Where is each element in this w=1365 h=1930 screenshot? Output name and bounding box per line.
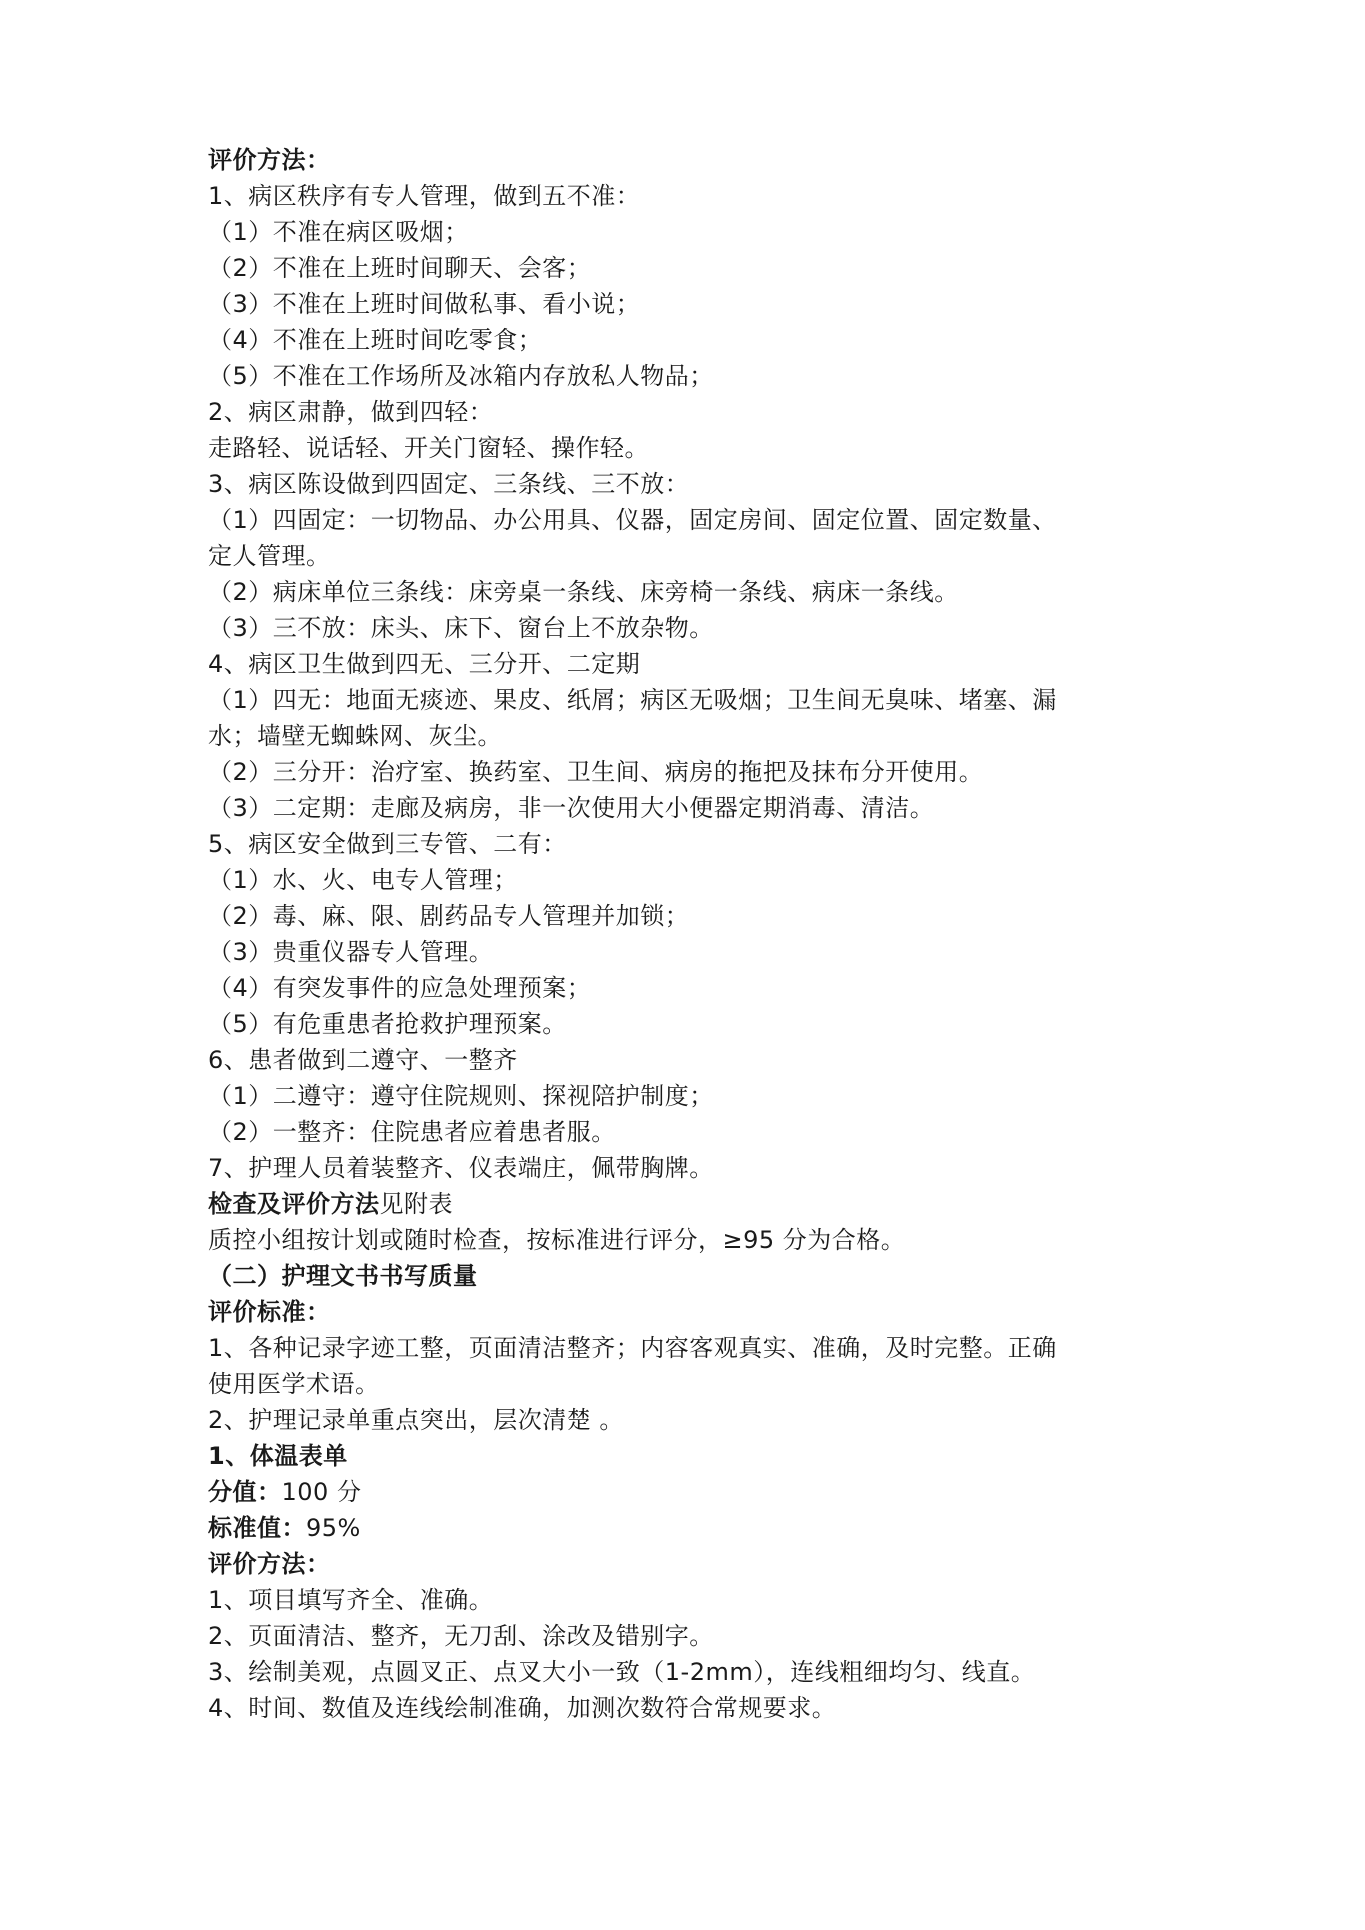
text-line	[208, 1258, 1168, 1294]
document-body	[208, 142, 1168, 1726]
line-text: 1、病区秩序有专人管理，做到五不准：	[208, 182, 641, 210]
text-line	[208, 574, 1168, 610]
text-line	[208, 538, 1168, 574]
text-line	[208, 322, 1168, 358]
bold-heading-text: 1、体温表单	[208, 1442, 348, 1470]
text-line	[208, 1294, 1168, 1330]
text-line	[208, 1474, 1168, 1510]
line-text: （5）不准在工作场所及冰箱内存放私人物品；	[208, 362, 714, 390]
line-text: （3）二定期：走廊及病房，非一次使用大小便器定期消毒、清洁。	[208, 794, 935, 822]
bold-heading-text: 评价方法：	[208, 1550, 331, 1578]
text-line	[208, 970, 1168, 1006]
text-line	[208, 394, 1168, 430]
line-text: （4）有突发事件的应急处理预案；	[208, 974, 592, 1002]
line-text: 质控小组按计划或随时检查，按标准进行评分，≥95 分为合格。	[208, 1226, 906, 1254]
bold-heading-text: 检查及评价方法	[208, 1190, 380, 1218]
text-line	[208, 466, 1168, 502]
text-line	[208, 430, 1168, 466]
bold-heading-text: 评价标准：	[208, 1298, 331, 1326]
text-line	[208, 178, 1168, 214]
text-line	[208, 682, 1168, 718]
text-line	[208, 610, 1168, 646]
text-line	[208, 1330, 1168, 1366]
text-line	[208, 718, 1168, 754]
bold-heading-text: 分值：	[208, 1478, 282, 1506]
text-line	[208, 1690, 1168, 1726]
line-text: 2、页面清洁、整齐，无刀刮、涂改及错别字。	[208, 1622, 714, 1650]
line-text: 走路轻、说话轻、开关门窗轻、操作轻。	[208, 434, 649, 462]
text-line	[208, 1402, 1168, 1438]
line-text: （4）不准在上班时间吃零食；	[208, 326, 543, 354]
text-line	[208, 646, 1168, 682]
text-line	[208, 1582, 1168, 1618]
line-text: （2）一整齐：住院患者应着患者服。	[208, 1118, 616, 1146]
bold-heading-text: 评价方法：	[208, 146, 331, 174]
text-line	[208, 1222, 1168, 1258]
text-line	[208, 826, 1168, 862]
text-line	[208, 754, 1168, 790]
line-text: （1）水、火、电专人管理；	[208, 866, 518, 894]
line-text: （2）病床单位三条线：床旁桌一条线、床旁椅一条线、病床一条线。	[208, 578, 959, 606]
line-text: （1）不准在病区吸烟；	[208, 218, 469, 246]
text-line	[208, 862, 1168, 898]
line-text: 3、病区陈设做到四固定、三条线、三不放：	[208, 470, 690, 498]
text-line	[208, 1186, 1168, 1222]
text-line	[208, 1510, 1168, 1546]
text-line	[208, 790, 1168, 826]
text-line	[208, 142, 1168, 178]
line-text: （2）不准在上班时间聊天、会客；	[208, 254, 592, 282]
line-text: （1）四固定：一切物品、办公用具、仪器，固定房间、固定位置、固定数量、	[208, 506, 1057, 534]
line-text: 5、病区安全做到三专管、二有：	[208, 830, 567, 858]
text-line	[208, 1366, 1168, 1402]
bold-heading-text: 标准值：	[208, 1514, 306, 1542]
line-text: （1）四无：地面无痰迹、果皮、纸屑；病区无吸烟；卫生间无臭味、堵塞、漏	[208, 686, 1057, 714]
text-line	[208, 1618, 1168, 1654]
line-text: 2、护理记录单重点突出，层次清楚 。	[208, 1406, 624, 1434]
text-line	[208, 250, 1168, 286]
line-tail-text: 95%	[306, 1514, 361, 1542]
text-line	[208, 1006, 1168, 1042]
line-text: （3）三不放：床头、床下、窗台上不放杂物。	[208, 614, 714, 642]
text-line	[208, 214, 1168, 250]
line-text: 1、项目填写齐全、准确。	[208, 1586, 494, 1614]
line-text: （2）毒、麻、限、剧药品专人管理并加锁；	[208, 902, 690, 930]
text-line	[208, 286, 1168, 322]
line-text: 2、病区肃静，做到四轻：	[208, 398, 494, 426]
line-text: 使用医学术语。	[208, 1370, 380, 1398]
text-line	[208, 1114, 1168, 1150]
line-text: 4、时间、数值及连线绘制准确，加测次数符合常规要求。	[208, 1694, 837, 1722]
line-text: 7、护理人员着装整齐、仪表端庄，佩带胸牌。	[208, 1154, 714, 1182]
line-text: （1）二遵守：遵守住院规则、探视陪护制度；	[208, 1082, 714, 1110]
text-line	[208, 1042, 1168, 1078]
bold-heading-text: （二）护理文书书写质量	[208, 1262, 478, 1290]
line-text: 1、各种记录字迹工整，页面清洁整齐；内容客观真实、准确，及时完整。正确	[208, 1334, 1057, 1362]
text-line	[208, 1438, 1168, 1474]
line-tail-text: 见附表	[379, 1190, 453, 1218]
text-line	[208, 1654, 1168, 1690]
text-line	[208, 1150, 1168, 1186]
text-line	[208, 1078, 1168, 1114]
line-text: 4、病区卫生做到四无、三分开、二定期	[208, 650, 641, 678]
text-line	[208, 934, 1168, 970]
text-line	[208, 502, 1168, 538]
line-text: （2）三分开：治疗室、换药室、卫生间、病房的拖把及抹布分开使用。	[208, 758, 984, 786]
line-text: （3）贵重仪器专人管理。	[208, 938, 494, 966]
text-line	[208, 358, 1168, 394]
text-line	[208, 1546, 1168, 1582]
line-text: （5）有危重患者抢救护理预案。	[208, 1010, 567, 1038]
line-text: 6、患者做到二遵守、一整齐	[208, 1046, 518, 1074]
text-line	[208, 898, 1168, 934]
line-text: 定人管理。	[208, 542, 331, 570]
line-tail-text: 100 分	[281, 1478, 362, 1506]
line-text: 3、绘制美观，点圆叉正、点叉大小一致（1-2mm），连线粗细均匀、线直。	[208, 1658, 1036, 1686]
line-text: （3）不准在上班时间做私事、看小说；	[208, 290, 641, 318]
line-text: 水；墙壁无蜘蛛网、灰尘。	[208, 722, 502, 750]
